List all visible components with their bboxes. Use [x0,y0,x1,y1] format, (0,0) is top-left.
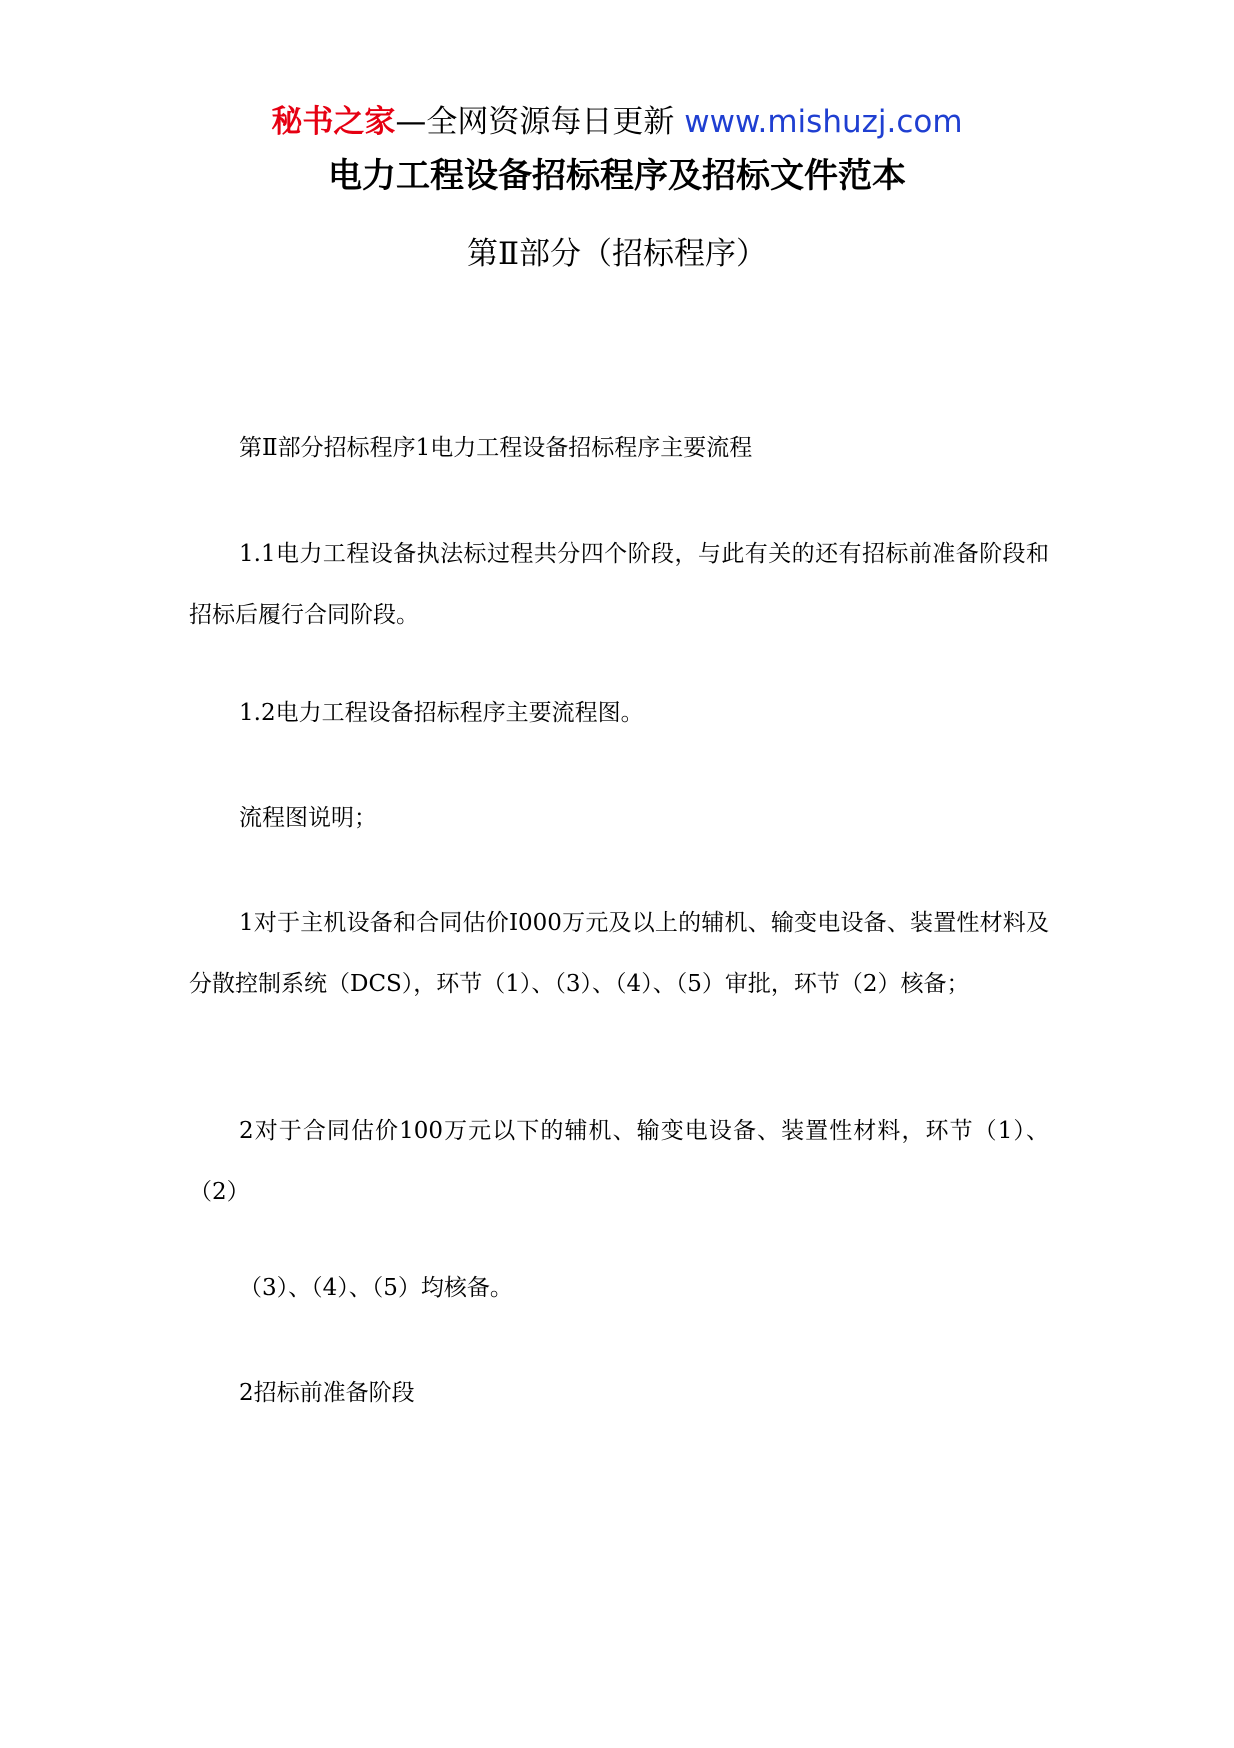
banner-brand: 秘书之家 [271,104,396,140]
paragraph-8: 2招标前准备阶段 [239,1380,415,1406]
paragraph-1: 第Ⅱ部分招标程序1电力工程设备招标程序主要流程 [239,435,753,461]
paragraph-2: 1.1电力工程设备执法标过程共分四个阶段，与此有关的还有招标前准备阶段和招标后履行合同阶段。 [189,541,1049,628]
site-banner [0,100,1234,144]
paragraph-5: 1对于主机设备和合同估价I000万元及以上的辅机、输变电设备、装置性材料及分散控制系统（DCS），环节（1）、（3）、（4）、（5）审批，环节（2）核备； [189,910,1049,997]
paragraph-7: （3）、（4）、（5）均核备。 [239,1275,513,1301]
paragraph-6: 2对于合同估价100万元以下的辅机、输变电设备、装置性材料，环节（1）、（2） [189,1118,1049,1205]
banner-url[interactable]: www.mishuzj.com [684,104,963,140]
document-title: 电力工程设备招标程序及招标文件范本 [328,156,906,196]
paragraph-3: 1.2电力工程设备招标程序主要流程图。 [239,700,644,726]
banner-slogan: —全网资源每日更新 [395,104,685,140]
document-subtitle: 第Ⅱ部分（招标程序） [466,236,768,272]
paragraph-4: 流程图说明； [239,805,377,831]
